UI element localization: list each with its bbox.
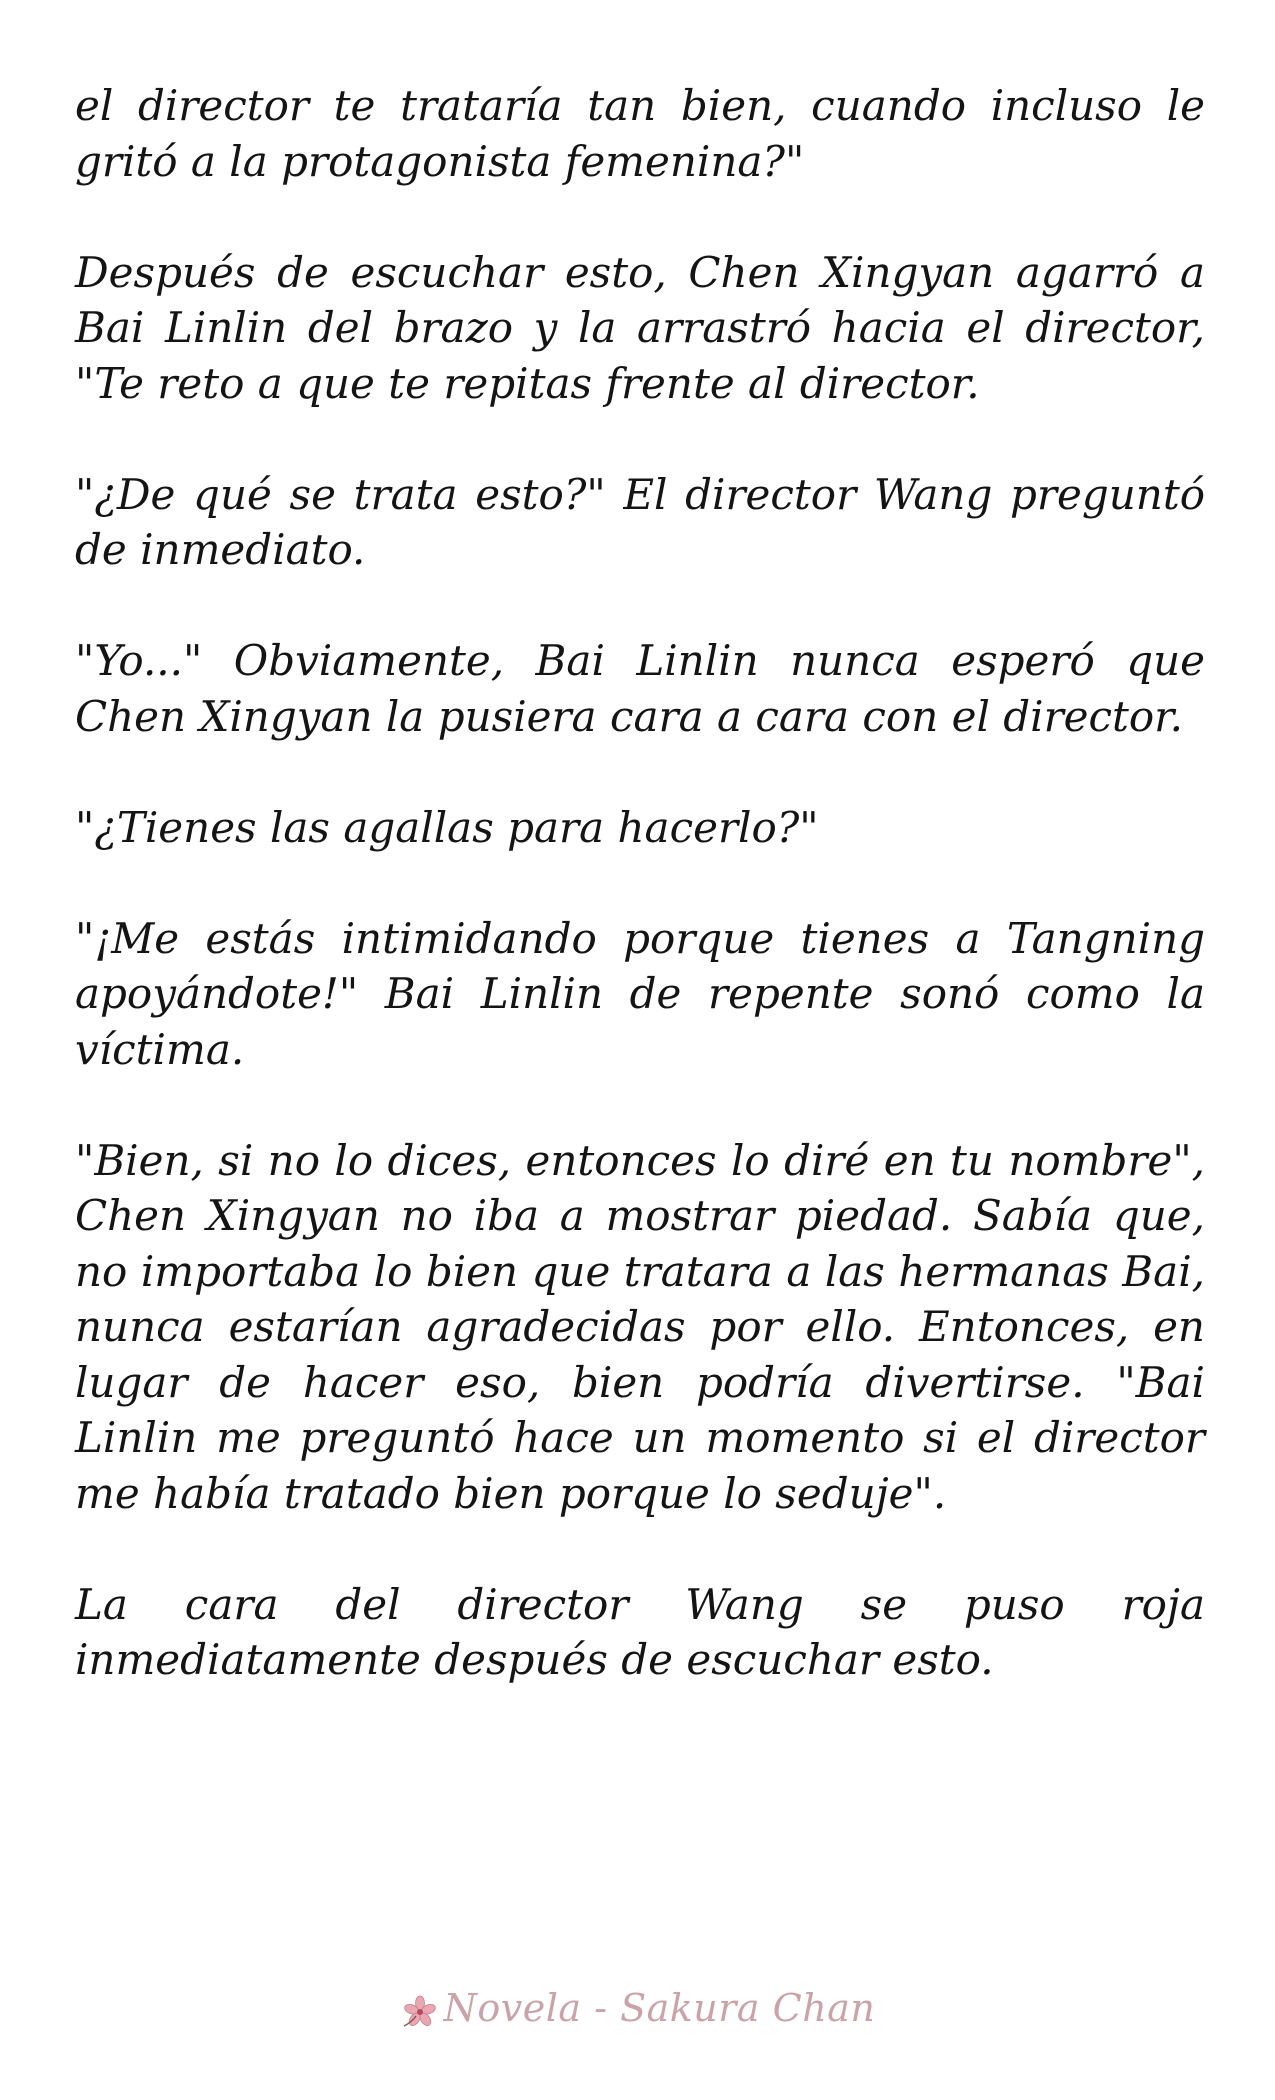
- paragraph-6: "¡Me estás intimidando porque tienes a Tangning apoyándote!" Bai Linlin de repente sonó como la víctima.: [75, 913, 1205, 1074]
- paragraph-8: La cara del director Wang se puso roja inmediatamente después de escuchar esto.: [75, 1579, 1205, 1684]
- paragraph-1: el director te trataría tan bien, cuando incluso le gritó a la protagonista femenina?": [75, 81, 1205, 186]
- sakura-flower-icon: [400, 1992, 440, 2032]
- paragraph-5: "¿Tienes las agallas para hacerlo?": [75, 802, 819, 852]
- paragraph-2: Después de escuchar esto, Chen Xingyan agarró a Bai Linlin del brazo y la arrastró hacia el director, "Te reto a que te repitas frente al director.: [75, 247, 1205, 408]
- watermark-footer: [0, 1986, 1275, 2032]
- watermark-text: Novela - Sakura Chan: [443, 1986, 876, 2030]
- paragraph-3: "¿De qué se trata esto?" El director Wang preguntó de inmediato.: [75, 469, 1205, 574]
- paragraph-4: "Yo..." Obviamente, Bai Linlin nunca esperó que Chen Xingyan la pusiera cara a cara con el director.: [75, 636, 1205, 741]
- novel-text: [75, 78, 1205, 1743]
- paragraph-7: "Bien, si no lo dices, entonces lo diré en tu nombre", Chen Xingyan no iba a mostrar piedad. Sabía que, no importaba lo bien que tratara a las hermanas Bai, nunca estarían agradecidas por ello. Entonces, en lugar de hacer eso, bien podría divertirse. "Bai Linlin me preguntó hace un momento si el director me había tratado bien porque lo seduje".: [75, 1135, 1205, 1518]
